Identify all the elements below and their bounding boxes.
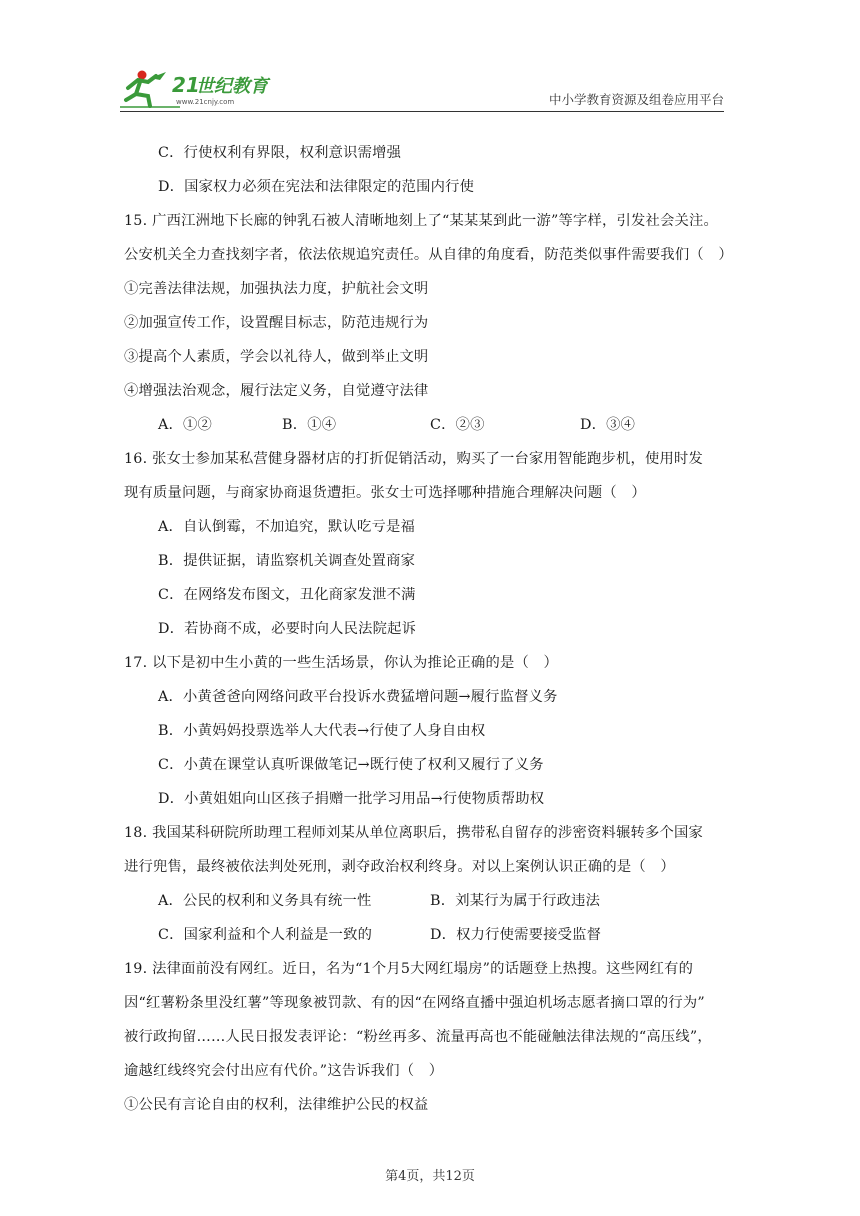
q18-option-d: D．权力行使需要接受监督	[430, 927, 602, 943]
platform-name: 中小学教育资源及组卷应用平台	[548, 92, 724, 107]
q14-option-c: C．行使权利有界限，权利意识需增强	[158, 145, 402, 161]
q17-option-b: B．小黄妈妈投票选举人大代表→行使了人身自由权	[158, 723, 486, 739]
q15-option-a: A．①②	[158, 417, 213, 433]
page-header	[120, 62, 724, 112]
q18-option-a: A．公民的权利和义务具有统一性	[158, 893, 372, 909]
q19-stem-3: 被行政拘留……人民日报发表评论：“粉丝再多、流量再高也不能碰触法律法规的“高压线”，	[124, 1029, 712, 1045]
q16-option-a: A．自认倒霉，不加追究，默认吃亏是福	[158, 519, 415, 535]
q18-stem-2: 进行兜售，最终被依法判处死刑，剥夺政治权利终身。对以上案例认识正确的是（ ）	[124, 859, 675, 875]
q14-option-d: D．国家权力必须在宪法和法律限定的范围内行使	[158, 179, 475, 195]
q19-stem-1: 19. 法律面前没有网红。近日，名为“1个月5大网红塌房”的话题登上热搜。这些网红有的	[124, 961, 694, 977]
svg-text:世纪教育: 世纪教育	[196, 76, 268, 97]
header-divider	[120, 111, 724, 112]
q15-statement-2: ②加强宣传工作，设置醒目标志，防范违规行为	[124, 315, 429, 331]
svg-text:www.21cnjy.com: www.21cnjy.com	[176, 98, 235, 106]
svg-text:21: 21	[172, 73, 200, 97]
q15-option-b: B．①④	[282, 417, 337, 433]
q15-statement-1: ①完善法律法规，加强执法力度，护航社会文明	[124, 281, 429, 297]
q17-stem: 17. 以下是初中生小黄的一些生活场景，你认为推论正确的是（ ）	[124, 655, 558, 671]
q16-stem-1: 16. 张女士参加某私营健身器材店的打折促销活动，购买了一台家用智能跑步机，使用时发	[124, 451, 703, 467]
q15-stem-1: 15. 广西江洲地下长廊的钟乳石被人清晰地刻上了“某某某到此一游”等字样，引发社会关注。	[124, 213, 718, 229]
site-logo	[120, 66, 290, 108]
q16-option-c: C．在网络发布图文，丑化商家发泄不满	[158, 587, 416, 603]
q15-option-d: D．③④	[580, 417, 636, 433]
q17-option-d: D．小黄姐姐向山区孩子捐赠一批学习用品→行使物质帮助权	[158, 791, 545, 807]
q15-statement-3: ③提高个人素质，学会以礼待人，做到举止文明	[124, 349, 429, 365]
q16-option-d: D．若协商不成，必要时向人民法院起诉	[158, 621, 417, 637]
q15-stem-2: 公安机关全力查找刻字者，依法依规追究责任。从自律的角度看，防范类似事件需要我们（ ）	[124, 247, 733, 263]
runner-icon	[126, 71, 166, 107]
q19-statement-1: ①公民有言论自由的权利，法律维护公民的权益	[124, 1097, 429, 1113]
q18-option-b: B．刘某行为属于行政违法	[430, 893, 601, 909]
q15-statement-4: ④增强法治观念，履行法定义务，自觉遵守法律	[124, 383, 429, 399]
q19-stem-4: 逾越红线终究会付出应有代价。”这告诉我们（ ）	[124, 1063, 444, 1079]
q16-option-b: B．提供证据，请监察机关调查处置商家	[158, 553, 416, 569]
q15-option-c: C．②③	[430, 417, 485, 433]
q18-option-c: C．国家利益和个人利益是一致的	[158, 927, 373, 943]
q18-stem-1: 18. 我国某科研院所助理工程师刘某从单位离职后，携带私自留存的涉密资料辗转多个国家	[124, 825, 703, 841]
q17-option-c: C．小黄在课堂认真听课做笔记→既行使了权利又履行了义务	[158, 757, 544, 773]
page-number: 第4页，共12页	[385, 1169, 475, 1184]
q17-option-a: A．小黄爸爸向网络问政平台投诉水费猛增问题→履行监督义务	[158, 689, 558, 705]
q19-stem-2: 因“红薯粉条里没红薯”等现象被罚款、有的因“在网络直播中强迫机场志愿者摘口罩的行为”	[124, 995, 705, 1011]
q16-stem-2: 现有质量问题，与商家协商退货遭拒。张女士可选择哪种措施合理解决问题（ ）	[124, 485, 646, 501]
